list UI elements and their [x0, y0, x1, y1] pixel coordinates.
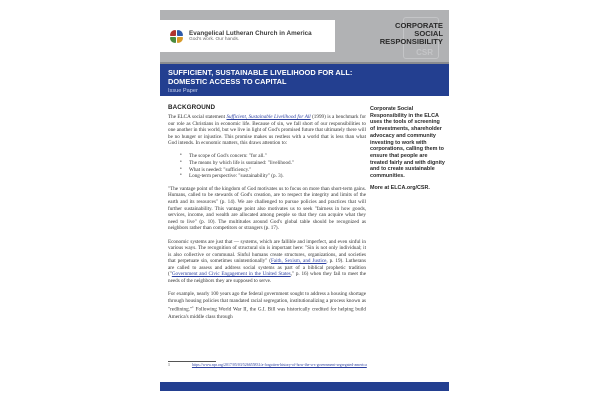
list-item: • The scope of God's concern: "for all.": [180, 153, 366, 160]
csr-label-line3: RESPONSIBILITY: [379, 37, 443, 47]
page-title-line1: SUFFICIENT, SUSTAINABLE LIVELIHOOD FOR ALL:: [168, 68, 353, 77]
page-subtitle: Issue Paper: [168, 88, 198, 95]
footnote-divider: [168, 361, 216, 362]
csr-watermark: CSR: [416, 48, 433, 57]
list-item: • The means by which life is sustained: "livelihood.": [180, 160, 366, 167]
link-sufficient-sustainable-livelihood[interactable]: Sufficient, Sustainable Livelihood for All: [226, 114, 311, 120]
list-item: • Long-term perspective: "sustainability" (p. 3).: [180, 173, 366, 180]
footnote-number: 1: [168, 363, 170, 367]
link-government-civic-engagement[interactable]: Government and Civic Engagement in the United States: [171, 271, 291, 278]
paragraph-3: Economic systems are just that — systems, which are fallible and imperfect, and even sinful in various ways. The recognition of structural sin is important here: "Sin is not only individual; it is also collective or communal. Sinful humans create structures, organizations, and societies that perpetuate sin, sometimes unintentionally" (Faith, Sexism, and Justice, p. 19). Lutherans are called to assess and address social systems as part of a biblical prophetic tradition ("Government and Civic Engagement in the United States," p. 16) when they fail to meet the needs of the neighbors they are supposed to serve.: [168, 238, 367, 285]
footer-band: [160, 382, 449, 391]
main-column: [168, 104, 366, 327]
sidebar-column: [370, 106, 446, 196]
org-name: Evangelical Lutheran Church in America: [189, 29, 312, 37]
footnote-link[interactable]: https://www.npr.org/2017/05/03/526655831/a-forgotten-history-of-how-the-u-s-government-segregated-america: [191, 363, 367, 367]
sidebar-more-link[interactable]: More at ELCA.org/CSR.: [370, 184, 430, 191]
csr-label-line2: SOCIAL: [414, 29, 443, 39]
paragraph-4: For example, nearly 100 years ago the federal government sought to address a housing shortage through housing policies that mandated racial segregation, institutionalizing a process known as "redlining."$^1$ Following World War II, the G.I. Bill was historically credited for helping build America's middle class through: [168, 291, 366, 320]
csr-label-line1: CORPORATE: [395, 21, 443, 30]
elca-cross-logo-icon: [169, 29, 184, 44]
bullet-list: [180, 153, 366, 179]
csr-badge: [367, 13, 445, 59]
paragraph-1: The ELCA social statement Sufficient, Sustainable Livelihood for All (1999) is a benchmark for our role as Christians in economic life. Because of sin, we fall short of our responsibilities to one another in this world, but we live in light of God's promised future that ultimately there will be no hunger or injustice. This promise makes us restless with a world that is less than what God intends. In economic matters, this draws attention to:: [168, 114, 366, 147]
link-faith-sexism-justice[interactable]: Faith, Sexism, and Justice: [270, 258, 327, 265]
document-page: [160, 0, 449, 400]
list-item: • What is needed: "sufficiency.": [180, 167, 366, 174]
elca-logo: [160, 20, 335, 52]
footnote-ref[interactable]: 1: [192, 305, 194, 310]
footnote: [168, 363, 368, 368]
title-band: [160, 62, 449, 96]
sidebar-blurb: Corporate Social Responsibility in the ELCA uses the tools of screening of investments, shareholder advocacy and community investing to work with corporations, calling them to ensure that people are treated fairly and with dignity and to create sustainable communities.: [370, 106, 445, 180]
org-tagline: God's work. Our hands.: [189, 36, 240, 42]
paragraph-2: "The vantage point of the kingdom of God motivates us to focus on more than short-term gains. Humans, called to be stewards of God's creation, are to respect the integrity and limits of the earth and its resources" (p. 14). We are challenged to pursue policies and practices that will further sustainability. This vantage point also motivates us to seek "fairness in how goods, services, income, and wealth are allocated among people so that they can acquire what they need to live" (p. 10). The multitudes around God's global table should be recognized as neighbors rather than competitors or strangers (p. 17).: [168, 185, 366, 232]
section-heading: BACKGROUND: [168, 104, 216, 111]
page-title-line2: DOMESTIC ACCESS TO CAPITAL: [168, 77, 287, 87]
